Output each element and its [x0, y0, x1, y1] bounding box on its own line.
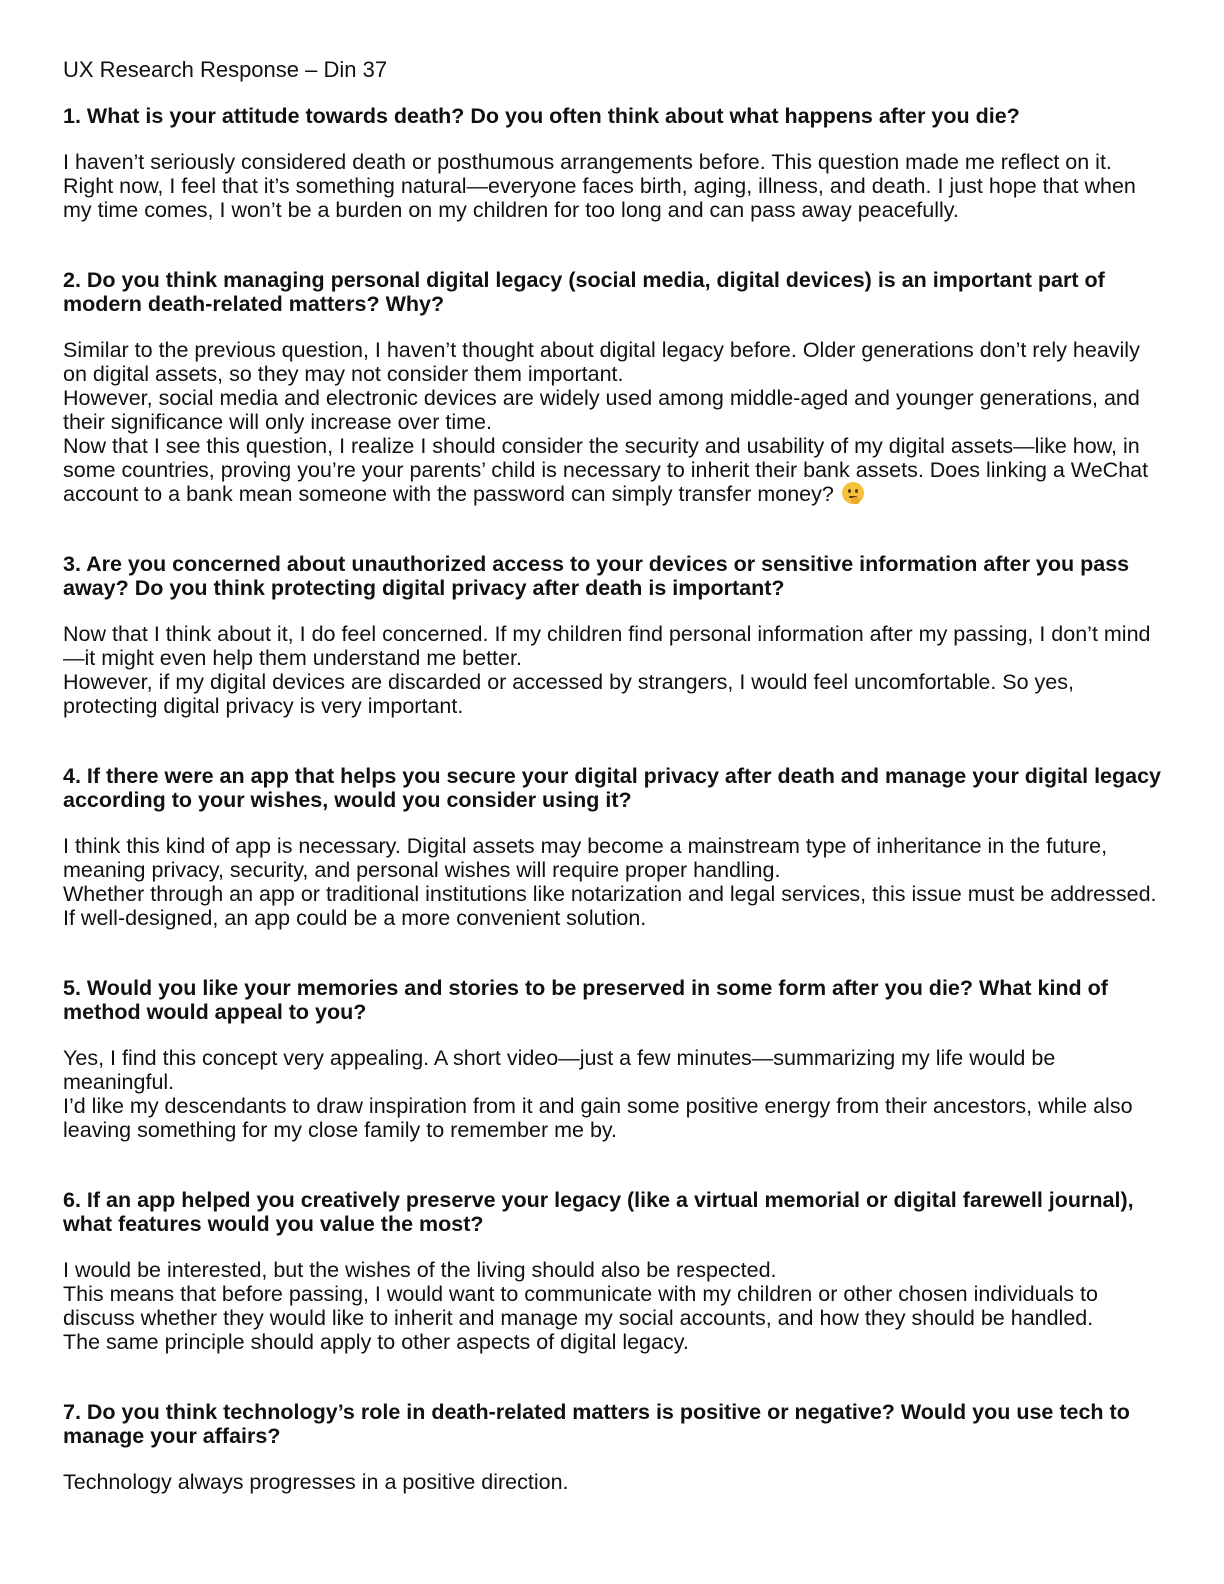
- answer-2-paragraph-2: However, social media and electronic devices are widely used among middle-aged and younger generations, and their significance will only increase over time.: [63, 386, 1140, 434]
- answer-5: [63, 1046, 1163, 1142]
- qa-section-5: [63, 976, 1163, 1142]
- question-5: 5. Would you like your memories and stories to be preserved in some form after you die? What kind of method would appeal to you?: [63, 976, 1108, 1024]
- answer-2-paragraph-1: Similar to the previous question, I haven’t thought about digital legacy before. Older generations don’t rely heavily on digital assets, so they may not consider them important.: [63, 338, 1140, 386]
- answer-2-paragraph-3-text: Now that I see this question, I realize I should consider the security and usability of my digital assets—like how, in some countries, proving you’re your parents’ child is necessary to inherit their bank assets. Does linking a WeChat account to a bank mean someone with the password can simply transfer money?: [63, 434, 1149, 506]
- answer-7: [63, 1470, 1163, 1494]
- answer-5-paragraph-2: I’d like my descendants to draw inspiration from it and gain some positive energy from their ancestors, while also leaving something for my close family to remember me by.: [63, 1094, 1133, 1142]
- question-6: 6. If an app helped you creatively preserve your legacy (like a virtual memorial or digital farewell journal), what features would you value the most?: [63, 1188, 1134, 1236]
- thinking-face-icon: [842, 482, 864, 504]
- answer-1-paragraph-2: Right now, I feel that it’s something natural—everyone faces birth, aging, illness, and death. I just hope that when my time comes, I won’t be a burden on my children for too long and can pass away peacefully.: [63, 174, 1136, 222]
- answer-2-paragraph-3: [63, 434, 1163, 506]
- qa-section-1: [63, 104, 1163, 222]
- question-4: 4. If there were an app that helps you secure your digital privacy after death and manage your digital legacy according to your wishes, would you consider using it?: [63, 764, 1162, 812]
- answer-6-paragraph-3: The same principle should apply to other aspects of digital legacy.: [63, 1330, 689, 1354]
- document-title: UX Research Response – Din 37: [63, 57, 388, 82]
- answer-6: [63, 1258, 1163, 1354]
- answer-2: [63, 338, 1163, 506]
- question-2: 2. Do you think managing personal digital legacy (social media, digital devices) is an important part of modern death-related matters? Why?: [63, 268, 1105, 316]
- answer-6-paragraph-2: This means that before passing, I would want to communicate with my children or other chosen individuals to discuss whether they would like to inherit and manage my social accounts, and how they should be handled.: [63, 1282, 1098, 1330]
- qa-section-7: [63, 1400, 1163, 1494]
- answer-5-paragraph-1: Yes, I find this concept very appealing. A short video—just a few minutes—summarizing my life would be meaningful.: [63, 1046, 1056, 1094]
- answer-4-paragraph-1: I think this kind of app is necessary. Digital assets may become a mainstream type of inheritance in the future, meaning privacy, security, and personal wishes will require proper handling.: [63, 834, 1108, 882]
- answer-4-paragraph-2: Whether through an app or traditional institutions like notarization and legal services, this issue must be addressed. If well-designed, an app could be a more convenient solution.: [63, 882, 1157, 930]
- answer-3-paragraph-2: However, if my digital devices are discarded or accessed by strangers, I would feel uncomfortable. So yes, protecting digital privacy is very important.: [63, 670, 1074, 718]
- answer-6-paragraph-1: I would be interested, but the wishes of the living should also be respected.: [63, 1258, 777, 1282]
- question-3: 3. Are you concerned about unauthorized access to your devices or sensitive information after you pass away? Do you think protecting digital privacy after death is important?: [63, 552, 1130, 600]
- qa-section-3: [63, 552, 1163, 718]
- answer-3-paragraph-1: Now that I think about it, I do feel concerned. If my children find personal information after my passing, I don’t mind—it might even help them understand me better.: [63, 622, 1151, 670]
- document-page: [63, 56, 1163, 1494]
- answer-7-paragraph-1: Technology always progresses in a positive direction.: [63, 1470, 569, 1494]
- answer-3: [63, 622, 1163, 718]
- question-7: 7. Do you think technology’s role in death-related matters is positive or negative? Would you use tech to manage your affairs?: [63, 1400, 1130, 1448]
- answer-1: [63, 150, 1163, 222]
- answer-4: [63, 834, 1163, 930]
- qa-section-2: [63, 268, 1163, 506]
- answer-1-paragraph-1: I haven’t seriously considered death or posthumous arrangements before. This question made me reflect on it.: [63, 150, 1112, 174]
- qa-section-4: [63, 764, 1163, 930]
- question-1: 1. What is your attitude towards death? Do you often think about what happens after you die?: [63, 104, 1020, 128]
- qa-section-6: [63, 1188, 1163, 1354]
